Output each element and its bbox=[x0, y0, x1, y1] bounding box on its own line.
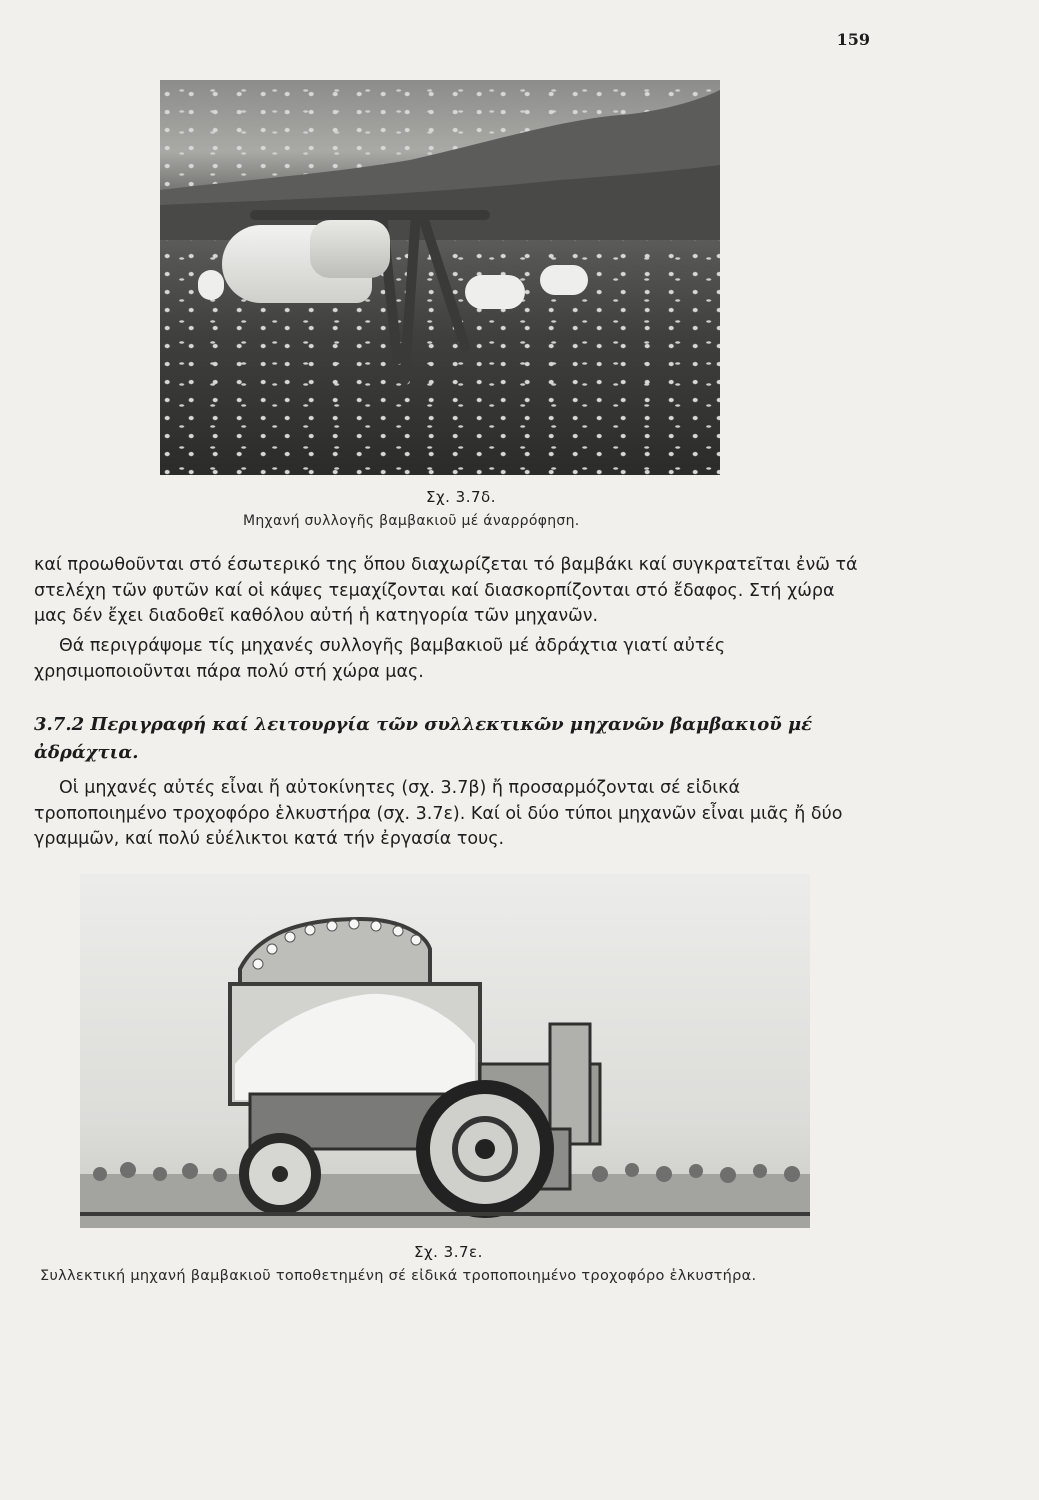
paragraph-3: Οἱ μηχανές αὐτές εἶναι ἤ αὐτοκίνητες (σχ. 3.7β) ἤ προσαρμόζονται σέ εἰδικά τροποποιημένο τροχοφόρο ἑλκυστήρα (σχ. 3.7ε). Καί οἱ δύο τύποι μηχανῶν εἶναι μιᾶς ἤ δύο γραμμῶν, καί πολύ εὐέλικτοι κατά τήν ἐργασία τους. bbox=[34, 778, 843, 849]
figure-3-7e-caption: Συλλεκτική μηχανή βαμβακιοῦ τοποθετημένη σέ εἰδικά τροποποιημένο τροχοφόρο ἑλκυστήρα. bbox=[40, 1268, 757, 1284]
figure-3-7d-number: Σχ. 3.7δ. bbox=[426, 488, 496, 506]
figure-3-7d-caption: Μηχανή συλλογῆς βαμβακιοῦ μέ άναρρόφηση. bbox=[243, 513, 580, 529]
figure-3-7e-illustration bbox=[80, 874, 810, 1228]
page-number: 159 bbox=[836, 30, 870, 49]
section-heading: 3.7.2 Περιγραφή καί λειτουργία τῶν συλλεκτικῶν μηχανῶν βαμβακιοῦ μέ ἀδράχτια. bbox=[34, 714, 813, 763]
collector-tank-secondary bbox=[310, 220, 390, 278]
figure-3-7d-photo bbox=[160, 80, 720, 475]
figure-3-7e-number: Σχ. 3.7ε. bbox=[414, 1243, 483, 1261]
paragraph-2: Θά περιγράψομε τίς μηχανές συλλογῆς βαμβακιοῦ μέ ἀδράχτια γιατί αὐτές χρησιμοποιοῦνται πάρα πολύ στή χώρα μας. bbox=[34, 636, 726, 682]
paragraph-1: καί προωθοῦνται στό έσωτερικό της ὅπου διαχωρίζεται τό βαμβάκι καί συγκρατεῖται ἐνῶ τά στελέχη τῶν φυτῶν καί οἱ κάψες τεμαχίζονται καί διασκορπίζονται στό ἔδαφος. Στή χώρα μας δέν ἔχει διαδοθεῖ καθόλου αὐτή ἡ κατηγορία τῶν μηχανῶν. bbox=[34, 555, 858, 626]
